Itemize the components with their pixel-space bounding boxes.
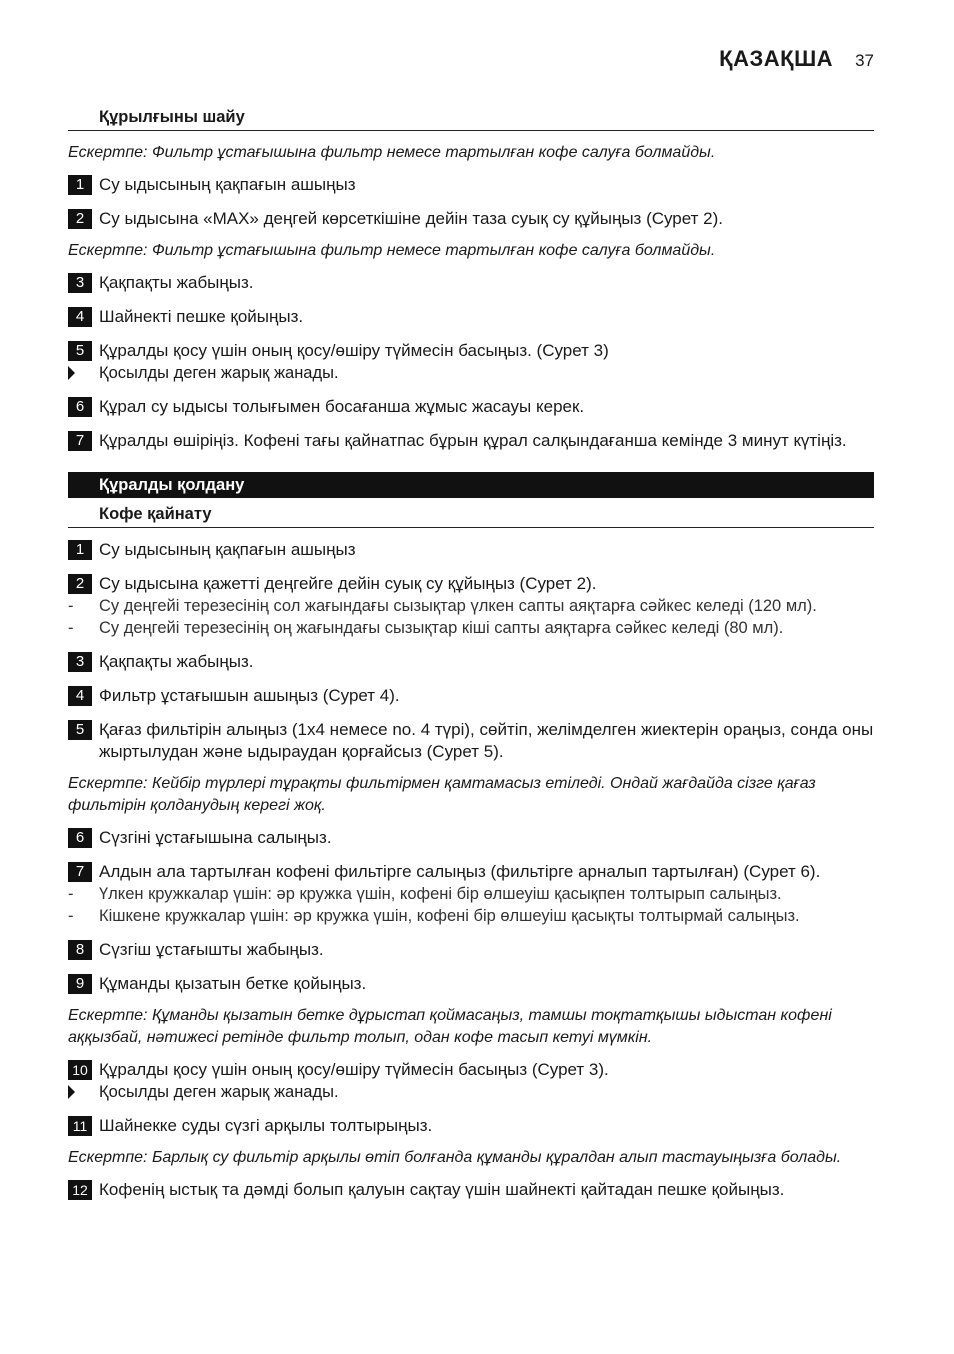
step-item (68, 1179, 874, 1201)
step-item (68, 306, 874, 328)
step-text: Қақпақты жабыңыз. (99, 652, 254, 671)
step-item (68, 208, 874, 230)
subhead-brewing: Кофе қайнату (68, 505, 874, 528)
result-arrow-icon (68, 1081, 92, 1103)
step-text: Шайнекке суды сүзгі арқылы толтырыңыз. (99, 1116, 433, 1135)
step-number: 3 (68, 652, 92, 672)
subhead-rinsing: Құрылғыны шайу (68, 108, 874, 131)
step-result: Қосылды деген жарық жанады. (68, 1081, 874, 1103)
step-text: Қақпақты жабыңыз. (99, 273, 254, 292)
step-text: Су ыдысының қақпағын ашыңыз (99, 540, 356, 559)
step-text: Құманды қызатын бетке қойыңыз. (99, 974, 367, 993)
step-item (68, 174, 874, 196)
step-number: 4 (68, 307, 92, 327)
step-text: Су ыдысына «MAX» деңгей көрсеткішіне дейін таза суық су құйыңыз (Сурет 2). (99, 209, 724, 228)
step-number: 1 (68, 540, 92, 560)
result-arrow-icon (68, 362, 92, 384)
step-item (68, 573, 874, 595)
step-number: 6 (68, 397, 92, 417)
page-number: 37 (855, 51, 874, 70)
step-text: Құралды қосу үшін оның қосу/өшіру түймесін басыңыз (Сурет 3). (99, 1060, 609, 1079)
step-number: 7 (68, 862, 92, 882)
step-item (68, 719, 874, 763)
step-text: Кофенің ыстық та дәмді болып қалуын сақтау үшін шайнекті қайтадан пешке қойыңыз. (99, 1180, 785, 1199)
step-text: Құралды өшіріңіз. Кофені тағы қайнатпас бұрын құрал салқындағанша кемінде 3 минут күтіңіз. (99, 431, 847, 450)
note: Ескертпе: Фильтр ұстағышына фильтр немесе тартылған кофе салуға болмайды. (68, 144, 716, 161)
step-number: 9 (68, 974, 92, 994)
step-text: Қағаз фильтірін алыңыз (1x4 немесе no. 4 түрі), сөйтіп, желімделген жиектерін ораңыз, сонда оны жыртылудан және ыдыраудан қорғайсыз (Сурет 5). (99, 720, 874, 761)
step-text: Фильтр ұстағышын ашыңыз (Сурет 4). (99, 686, 400, 705)
note: Ескертпе: Барлық су фильтір арқылы өтіп болғанда құманды құралдан алып тастауыңызға болады. (68, 1149, 842, 1166)
step-text: Сүзгіш ұстағышты жабыңыз. (99, 940, 324, 959)
step-text: Су ыдысының қақпағын ашыңыз (99, 175, 356, 194)
step-number: 4 (68, 686, 92, 706)
step-number: 11 (68, 1116, 92, 1136)
bullet-item: - Кішкене кружкалар үшін: әр кружка үшін, кофені бір өлшеуіш қасықты толтырмай салыңыз. (68, 907, 800, 925)
bullet-item: - Үлкен кружкалар үшін: әр кружка үшін, кофені бір өлшеуіш қасықпен толтырып салыңыз. (68, 885, 782, 903)
step-item (68, 539, 874, 561)
page-header (719, 46, 874, 72)
section-bar-using: Құралды қолдану (68, 472, 874, 498)
step-number: 12 (68, 1180, 92, 1200)
step-number: 5 (68, 720, 92, 740)
step-item (68, 651, 874, 673)
note: Ескертпе: Кейбір түрлері тұрақты фильтірмен қамтамасыз етіледі. Ондай жағдайда сізге қағаз фильтірін қолданудың керегі жоқ. (68, 775, 816, 814)
step-number: 5 (68, 341, 92, 361)
step-number: 2 (68, 209, 92, 229)
language-label: ҚАЗАҚША (719, 46, 834, 71)
step-number: 7 (68, 431, 92, 451)
step-text: Шайнекті пешке қойыңыз. (99, 307, 304, 326)
step-item (68, 861, 874, 883)
step-item (68, 272, 874, 294)
note: Ескертпе: Фильтр ұстағышына фильтр немесе тартылған кофе салуға болмайды. (68, 242, 716, 259)
step-number: 8 (68, 940, 92, 960)
step-item (68, 973, 874, 995)
step-number: 1 (68, 175, 92, 195)
step-text: Сүзгіні ұстағышына салыңыз. (99, 828, 332, 847)
step-item (68, 1059, 874, 1081)
step-number: 10 (68, 1060, 92, 1080)
step-item (68, 1115, 874, 1137)
step-item (68, 396, 874, 418)
step-item (68, 827, 874, 849)
bullet-item: - Су деңгейі терезесінің оң жағындағы сызықтар кіші сапты аяқтарға сәйкес келеді (80 мл). (68, 619, 784, 637)
step-number: 3 (68, 273, 92, 293)
step-number: 2 (68, 574, 92, 594)
step-number: 6 (68, 828, 92, 848)
step-text: Құралды қосу үшін оның қосу/өшіру түймесін басыңыз. (Сурет 3) (99, 341, 609, 360)
step-item (68, 340, 874, 362)
note: Ескертпе: Құманды қызатын бетке дұрыстап қоймасаңыз, тамшы тоқтатқышы ыдыстан кофені аққызбай, нәтижесі ретінде фильтр толып, одан кофе тасып кетуі мүмкін. (68, 1007, 832, 1046)
step-item (68, 939, 874, 961)
bullet-item: - Су деңгейі терезесінің сол жағындағы сызықтар үлкен сапты аяқтарға сәйкес келеді (120 мл). (68, 597, 817, 615)
step-item (68, 430, 874, 452)
step-text: Су ыдысына қажетті деңгейге дейін суық су құйыңыз (Сурет 2). (99, 574, 597, 593)
document-body (68, 108, 874, 1201)
step-item (68, 685, 874, 707)
step-text: Құрал су ыдысы толығымен босағанша жұмыс жасауы керек. (99, 397, 585, 416)
step-result: Қосылды деген жарық жанады. (68, 362, 874, 384)
step-text: Алдын ала тартылған кофені фильтірге салыңыз (фильтірге арналып тартылған) (Сурет 6). (99, 862, 821, 881)
